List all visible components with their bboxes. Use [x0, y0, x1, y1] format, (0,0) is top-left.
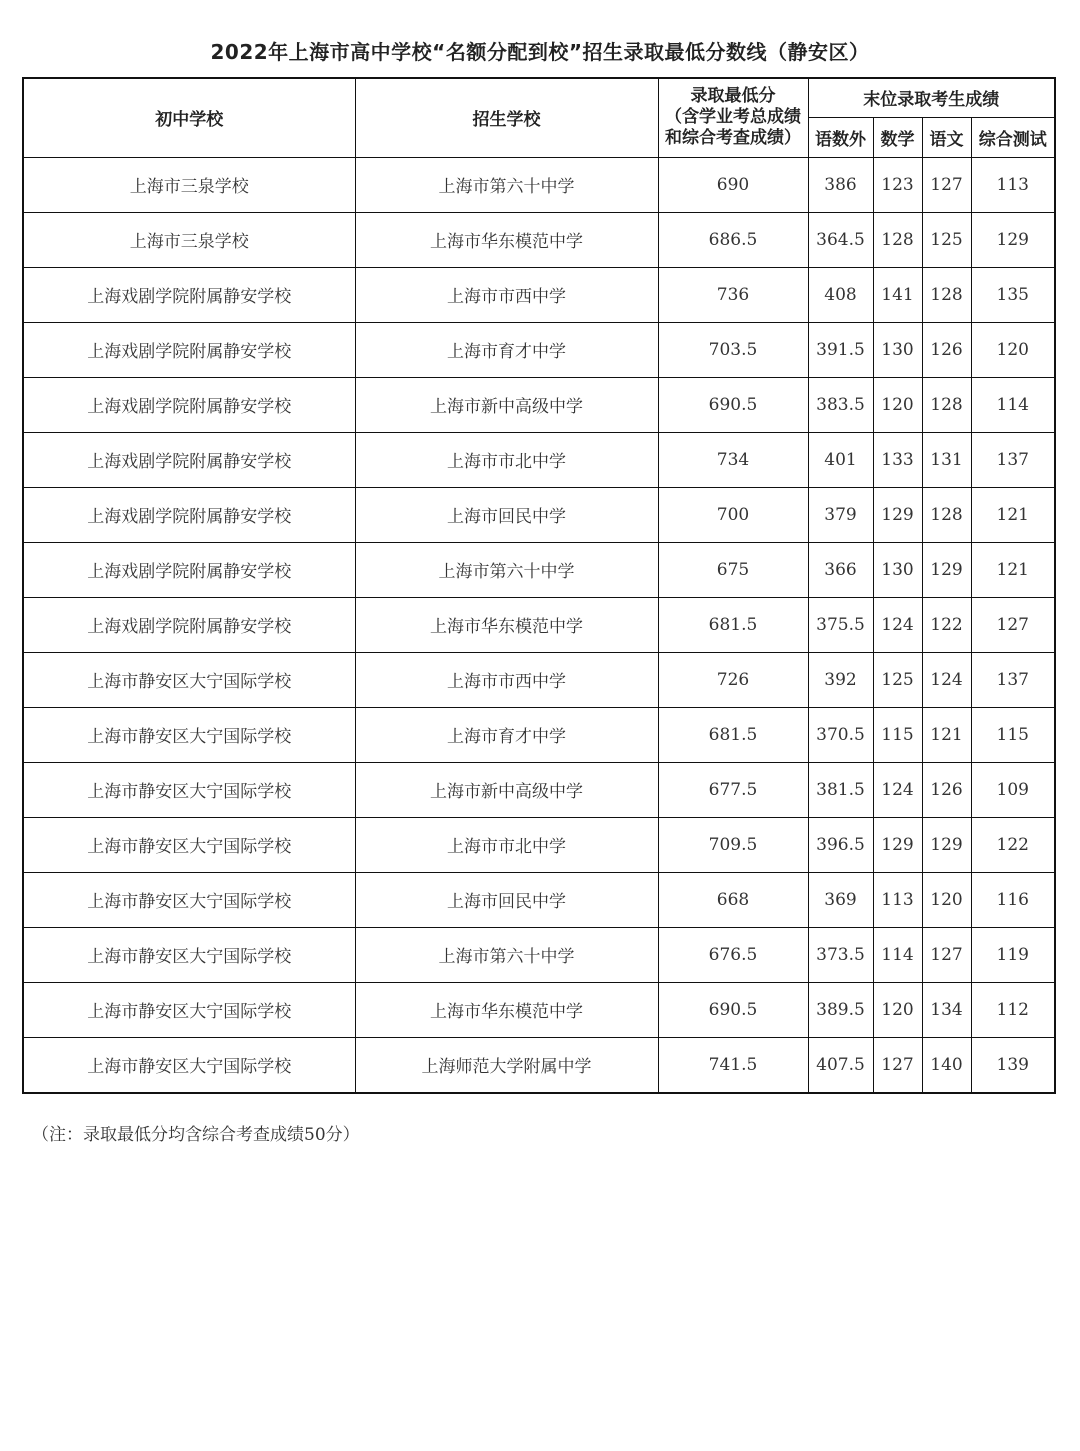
- table-row: [23, 762, 1055, 817]
- target-school-cell: 上海市新中高级中学: [355, 377, 658, 432]
- subtotal-cell: 379: [808, 487, 873, 542]
- junior-school-cell: 上海市静安区大宁国际学校: [23, 652, 355, 707]
- chinese-cell: 125: [922, 212, 971, 267]
- comprehensive-cell: 137: [971, 652, 1055, 707]
- math-cell: 129: [873, 487, 922, 542]
- math-cell: 127: [873, 1037, 922, 1093]
- min-score-cell: 734: [658, 432, 808, 487]
- min-score-cell: 736: [658, 267, 808, 322]
- table-row: [23, 487, 1055, 542]
- chinese-cell: 121: [922, 707, 971, 762]
- junior-school-cell: 上海市静安区大宁国际学校: [23, 1037, 355, 1093]
- table-row: [23, 872, 1055, 927]
- chinese-cell: 129: [922, 542, 971, 597]
- junior-school-cell: 上海市静安区大宁国际学校: [23, 982, 355, 1037]
- junior-school-cell: 上海戏剧学院附属静安学校: [23, 597, 355, 652]
- table-row: [23, 542, 1055, 597]
- comprehensive-cell: 129: [971, 212, 1055, 267]
- table-row: [23, 267, 1055, 322]
- min-score-cell: 681.5: [658, 707, 808, 762]
- math-cell: 128: [873, 212, 922, 267]
- subtotal-cell: 389.5: [808, 982, 873, 1037]
- subtotal-cell: 396.5: [808, 817, 873, 872]
- junior-school-cell: 上海戏剧学院附属静安学校: [23, 487, 355, 542]
- chinese-cell: 126: [922, 762, 971, 817]
- header-min-score-line1: 录取最低分: [690, 86, 776, 107]
- table-row: [23, 927, 1055, 982]
- header-junior-school: 初中学校: [23, 78, 355, 157]
- table-row: [23, 1037, 1055, 1093]
- target-school-cell: 上海市华东模范中学: [355, 212, 658, 267]
- comprehensive-cell: 114: [971, 377, 1055, 432]
- math-cell: 130: [873, 542, 922, 597]
- min-score-cell: 686.5: [658, 212, 808, 267]
- min-score-cell: 676.5: [658, 927, 808, 982]
- math-cell: 113: [873, 872, 922, 927]
- comprehensive-cell: 121: [971, 542, 1055, 597]
- math-cell: 129: [873, 817, 922, 872]
- min-score-cell: 700: [658, 487, 808, 542]
- subtotal-cell: 407.5: [808, 1037, 873, 1093]
- math-cell: 141: [873, 267, 922, 322]
- junior-school-cell: 上海市静安区大宁国际学校: [23, 927, 355, 982]
- min-score-cell: 726: [658, 652, 808, 707]
- subtotal-cell: 375.5: [808, 597, 873, 652]
- junior-school-cell: 上海市三泉学校: [23, 212, 355, 267]
- min-score-cell: 703.5: [658, 322, 808, 377]
- target-school-cell: 上海市回民中学: [355, 872, 658, 927]
- target-school-cell: 上海市育才中学: [355, 707, 658, 762]
- junior-school-cell: 上海市静安区大宁国际学校: [23, 817, 355, 872]
- chinese-cell: 127: [922, 157, 971, 212]
- subtotal-cell: 383.5: [808, 377, 873, 432]
- comprehensive-cell: 121: [971, 487, 1055, 542]
- junior-school-cell: 上海戏剧学院附属静安学校: [23, 267, 355, 322]
- header-math: 数学: [873, 117, 922, 157]
- target-school-cell: 上海市市西中学: [355, 652, 658, 707]
- header-min-score-line3: 和综合考查成绩）: [665, 128, 801, 149]
- min-score-cell: 675: [658, 542, 808, 597]
- target-school-cell: 上海市华东模范中学: [355, 982, 658, 1037]
- math-cell: 124: [873, 597, 922, 652]
- subtotal-cell: 408: [808, 267, 873, 322]
- comprehensive-cell: 112: [971, 982, 1055, 1037]
- junior-school-cell: 上海市静安区大宁国际学校: [23, 762, 355, 817]
- math-cell: 120: [873, 377, 922, 432]
- header-chinese: 语文: [922, 117, 971, 157]
- header-min-score: [658, 78, 808, 157]
- table-row: [23, 212, 1055, 267]
- min-score-cell: 690.5: [658, 377, 808, 432]
- min-score-cell: 677.5: [658, 762, 808, 817]
- chinese-cell: 128: [922, 267, 971, 322]
- comprehensive-cell: 139: [971, 1037, 1055, 1093]
- target-school-cell: 上海市第六十中学: [355, 927, 658, 982]
- chinese-cell: 128: [922, 377, 971, 432]
- chinese-cell: 128: [922, 487, 971, 542]
- junior-school-cell: 上海市静安区大宁国际学校: [23, 872, 355, 927]
- target-school-cell: 上海市新中高级中学: [355, 762, 658, 817]
- math-cell: 114: [873, 927, 922, 982]
- comprehensive-cell: 109: [971, 762, 1055, 817]
- junior-school-cell: 上海戏剧学院附属静安学校: [23, 432, 355, 487]
- comprehensive-cell: 127: [971, 597, 1055, 652]
- chinese-cell: 124: [922, 652, 971, 707]
- subtotal-cell: 392: [808, 652, 873, 707]
- subtotal-cell: 366: [808, 542, 873, 597]
- subtotal-cell: 369: [808, 872, 873, 927]
- chinese-cell: 134: [922, 982, 971, 1037]
- page-title: 2022年上海市高中学校“名额分配到校”招生录取最低分数线（静安区）: [210, 40, 870, 64]
- header-subtotal: 语数外: [808, 117, 873, 157]
- target-school-cell: 上海市回民中学: [355, 487, 658, 542]
- target-school-cell: 上海市市西中学: [355, 267, 658, 322]
- table-row: [23, 817, 1055, 872]
- table-row: [23, 322, 1055, 377]
- subtotal-cell: 391.5: [808, 322, 873, 377]
- comprehensive-cell: 113: [971, 157, 1055, 212]
- table-row: [23, 652, 1055, 707]
- target-school-cell: 上海市第六十中学: [355, 542, 658, 597]
- min-score-cell: 690: [658, 157, 808, 212]
- comprehensive-cell: 119: [971, 927, 1055, 982]
- math-cell: 123: [873, 157, 922, 212]
- table-row: [23, 377, 1055, 432]
- min-score-cell: 668: [658, 872, 808, 927]
- junior-school-cell: 上海戏剧学院附属静安学校: [23, 322, 355, 377]
- target-school-cell: 上海市市北中学: [355, 432, 658, 487]
- target-school-cell: 上海市育才中学: [355, 322, 658, 377]
- math-cell: 130: [873, 322, 922, 377]
- math-cell: 124: [873, 762, 922, 817]
- target-school-cell: 上海师范大学附属中学: [355, 1037, 658, 1093]
- header-min-score-line2: （含学业考总成绩: [665, 107, 801, 128]
- header-target-school: 招生学校: [355, 78, 658, 157]
- math-cell: 120: [873, 982, 922, 1037]
- junior-school-cell: 上海市三泉学校: [23, 157, 355, 212]
- chinese-cell: 122: [922, 597, 971, 652]
- chinese-cell: 120: [922, 872, 971, 927]
- comprehensive-cell: 137: [971, 432, 1055, 487]
- header-last-admitted: 末位录取考生成绩: [808, 78, 1055, 117]
- table-row: [23, 982, 1055, 1037]
- chinese-cell: 131: [922, 432, 971, 487]
- chinese-cell: 140: [922, 1037, 971, 1093]
- comprehensive-cell: 115: [971, 707, 1055, 762]
- target-school-cell: 上海市市北中学: [355, 817, 658, 872]
- min-score-cell: 741.5: [658, 1037, 808, 1093]
- min-score-cell: 681.5: [658, 597, 808, 652]
- admission-score-table: [22, 77, 1056, 1094]
- header-comprehensive: 综合测试: [971, 117, 1055, 157]
- subtotal-cell: 381.5: [808, 762, 873, 817]
- comprehensive-cell: 120: [971, 322, 1055, 377]
- table-body: [23, 157, 1055, 1093]
- table-row: [23, 157, 1055, 212]
- target-school-cell: 上海市第六十中学: [355, 157, 658, 212]
- comprehensive-cell: 116: [971, 872, 1055, 927]
- subtotal-cell: 364.5: [808, 212, 873, 267]
- comprehensive-cell: 135: [971, 267, 1055, 322]
- chinese-cell: 129: [922, 817, 971, 872]
- comprehensive-cell: 122: [971, 817, 1055, 872]
- junior-school-cell: 上海戏剧学院附属静安学校: [23, 377, 355, 432]
- table-row: [23, 597, 1055, 652]
- subtotal-cell: 370.5: [808, 707, 873, 762]
- subtotal-cell: 373.5: [808, 927, 873, 982]
- junior-school-cell: 上海戏剧学院附属静安学校: [23, 542, 355, 597]
- math-cell: 115: [873, 707, 922, 762]
- math-cell: 125: [873, 652, 922, 707]
- footnote: （注：录取最低分均含综合考查成绩50分）: [32, 1125, 360, 1145]
- table-row: [23, 707, 1055, 762]
- subtotal-cell: 386: [808, 157, 873, 212]
- math-cell: 133: [873, 432, 922, 487]
- table-row: [23, 432, 1055, 487]
- junior-school-cell: 上海市静安区大宁国际学校: [23, 707, 355, 762]
- min-score-cell: 709.5: [658, 817, 808, 872]
- chinese-cell: 127: [922, 927, 971, 982]
- target-school-cell: 上海市华东模范中学: [355, 597, 658, 652]
- subtotal-cell: 401: [808, 432, 873, 487]
- min-score-cell: 690.5: [658, 982, 808, 1037]
- chinese-cell: 126: [922, 322, 971, 377]
